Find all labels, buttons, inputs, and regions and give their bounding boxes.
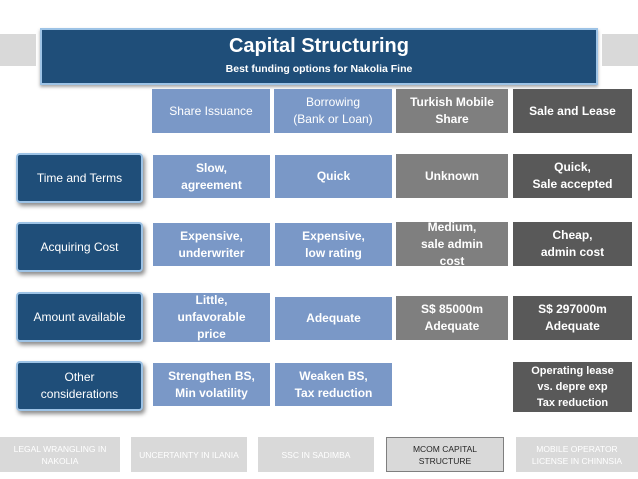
cell-amount-sale-lease: S$ 297000m Adequate	[513, 296, 632, 340]
cell-cost-share-issuance: Expensive, underwriter	[152, 222, 270, 266]
column-header-share-issuance: Share Issuance	[152, 89, 270, 133]
banner-right-accent	[602, 34, 638, 66]
banner-left-accent	[0, 34, 36, 66]
cell-other-share-issuance: Strengthen BS, Min volatility	[152, 362, 270, 406]
footer-tab-mcom-capital-structure[interactable]: MCOM CAPITAL STRUCTURE	[386, 437, 504, 472]
title-banner	[40, 28, 598, 85]
cell-other-borrowing: Weaken BS, Tax reduction	[274, 362, 392, 406]
cell-cost-borrowing: Expensive, low rating	[274, 222, 392, 266]
cell-time-turkish-mobile: Unknown	[396, 154, 508, 198]
row-label-acquiring-cost: Acquiring Cost	[16, 222, 143, 272]
footer-tab-mobile-operator-license[interactable]: MOBILE OPERATOR LICENSE IN CHINNSIA	[516, 437, 638, 472]
page-title: Capital Structuring	[228, 35, 409, 57]
cell-time-share-issuance: Slow, agreement	[152, 154, 270, 198]
page-subtitle: Best funding options for Nakolia Fine	[225, 63, 413, 75]
column-header-borrowing: Borrowing (Bank or Loan)	[274, 89, 392, 133]
cell-amount-share-issuance: Little, unfavorable price	[152, 292, 270, 342]
cell-amount-borrowing: Adequate	[274, 296, 392, 340]
cell-time-sale-lease: Quick, Sale accepted	[513, 154, 632, 198]
row-label-other-considerations: Other considerations	[16, 361, 143, 411]
cell-cost-sale-lease: Cheap, admin cost	[513, 222, 632, 266]
footer-tab-uncertainty[interactable]: UNCERTAINTY IN ILANIA	[131, 437, 247, 472]
column-header-turkish-mobile-share: Turkish Mobile Share	[396, 89, 508, 133]
column-header-sale-and-lease: Sale and Lease	[513, 89, 632, 133]
cell-time-borrowing: Quick	[274, 154, 392, 198]
cell-amount-turkish-mobile: S$ 85000m Adequate	[396, 296, 508, 340]
footer-tab-legal-wrangling[interactable]: LEGAL WRANGLING IN NAKOLIA	[0, 437, 120, 472]
cell-cost-turkish-mobile: Medium, sale admin cost	[396, 222, 508, 266]
row-label-amount-available: Amount available	[16, 292, 143, 342]
footer-tab-ssc[interactable]: SSC IN SADIMBA	[258, 437, 374, 472]
cell-other-sale-lease: Operating lease vs. depre exp Tax reduction	[513, 362, 632, 412]
row-label-time-and-terms: Time and Terms	[16, 153, 143, 203]
